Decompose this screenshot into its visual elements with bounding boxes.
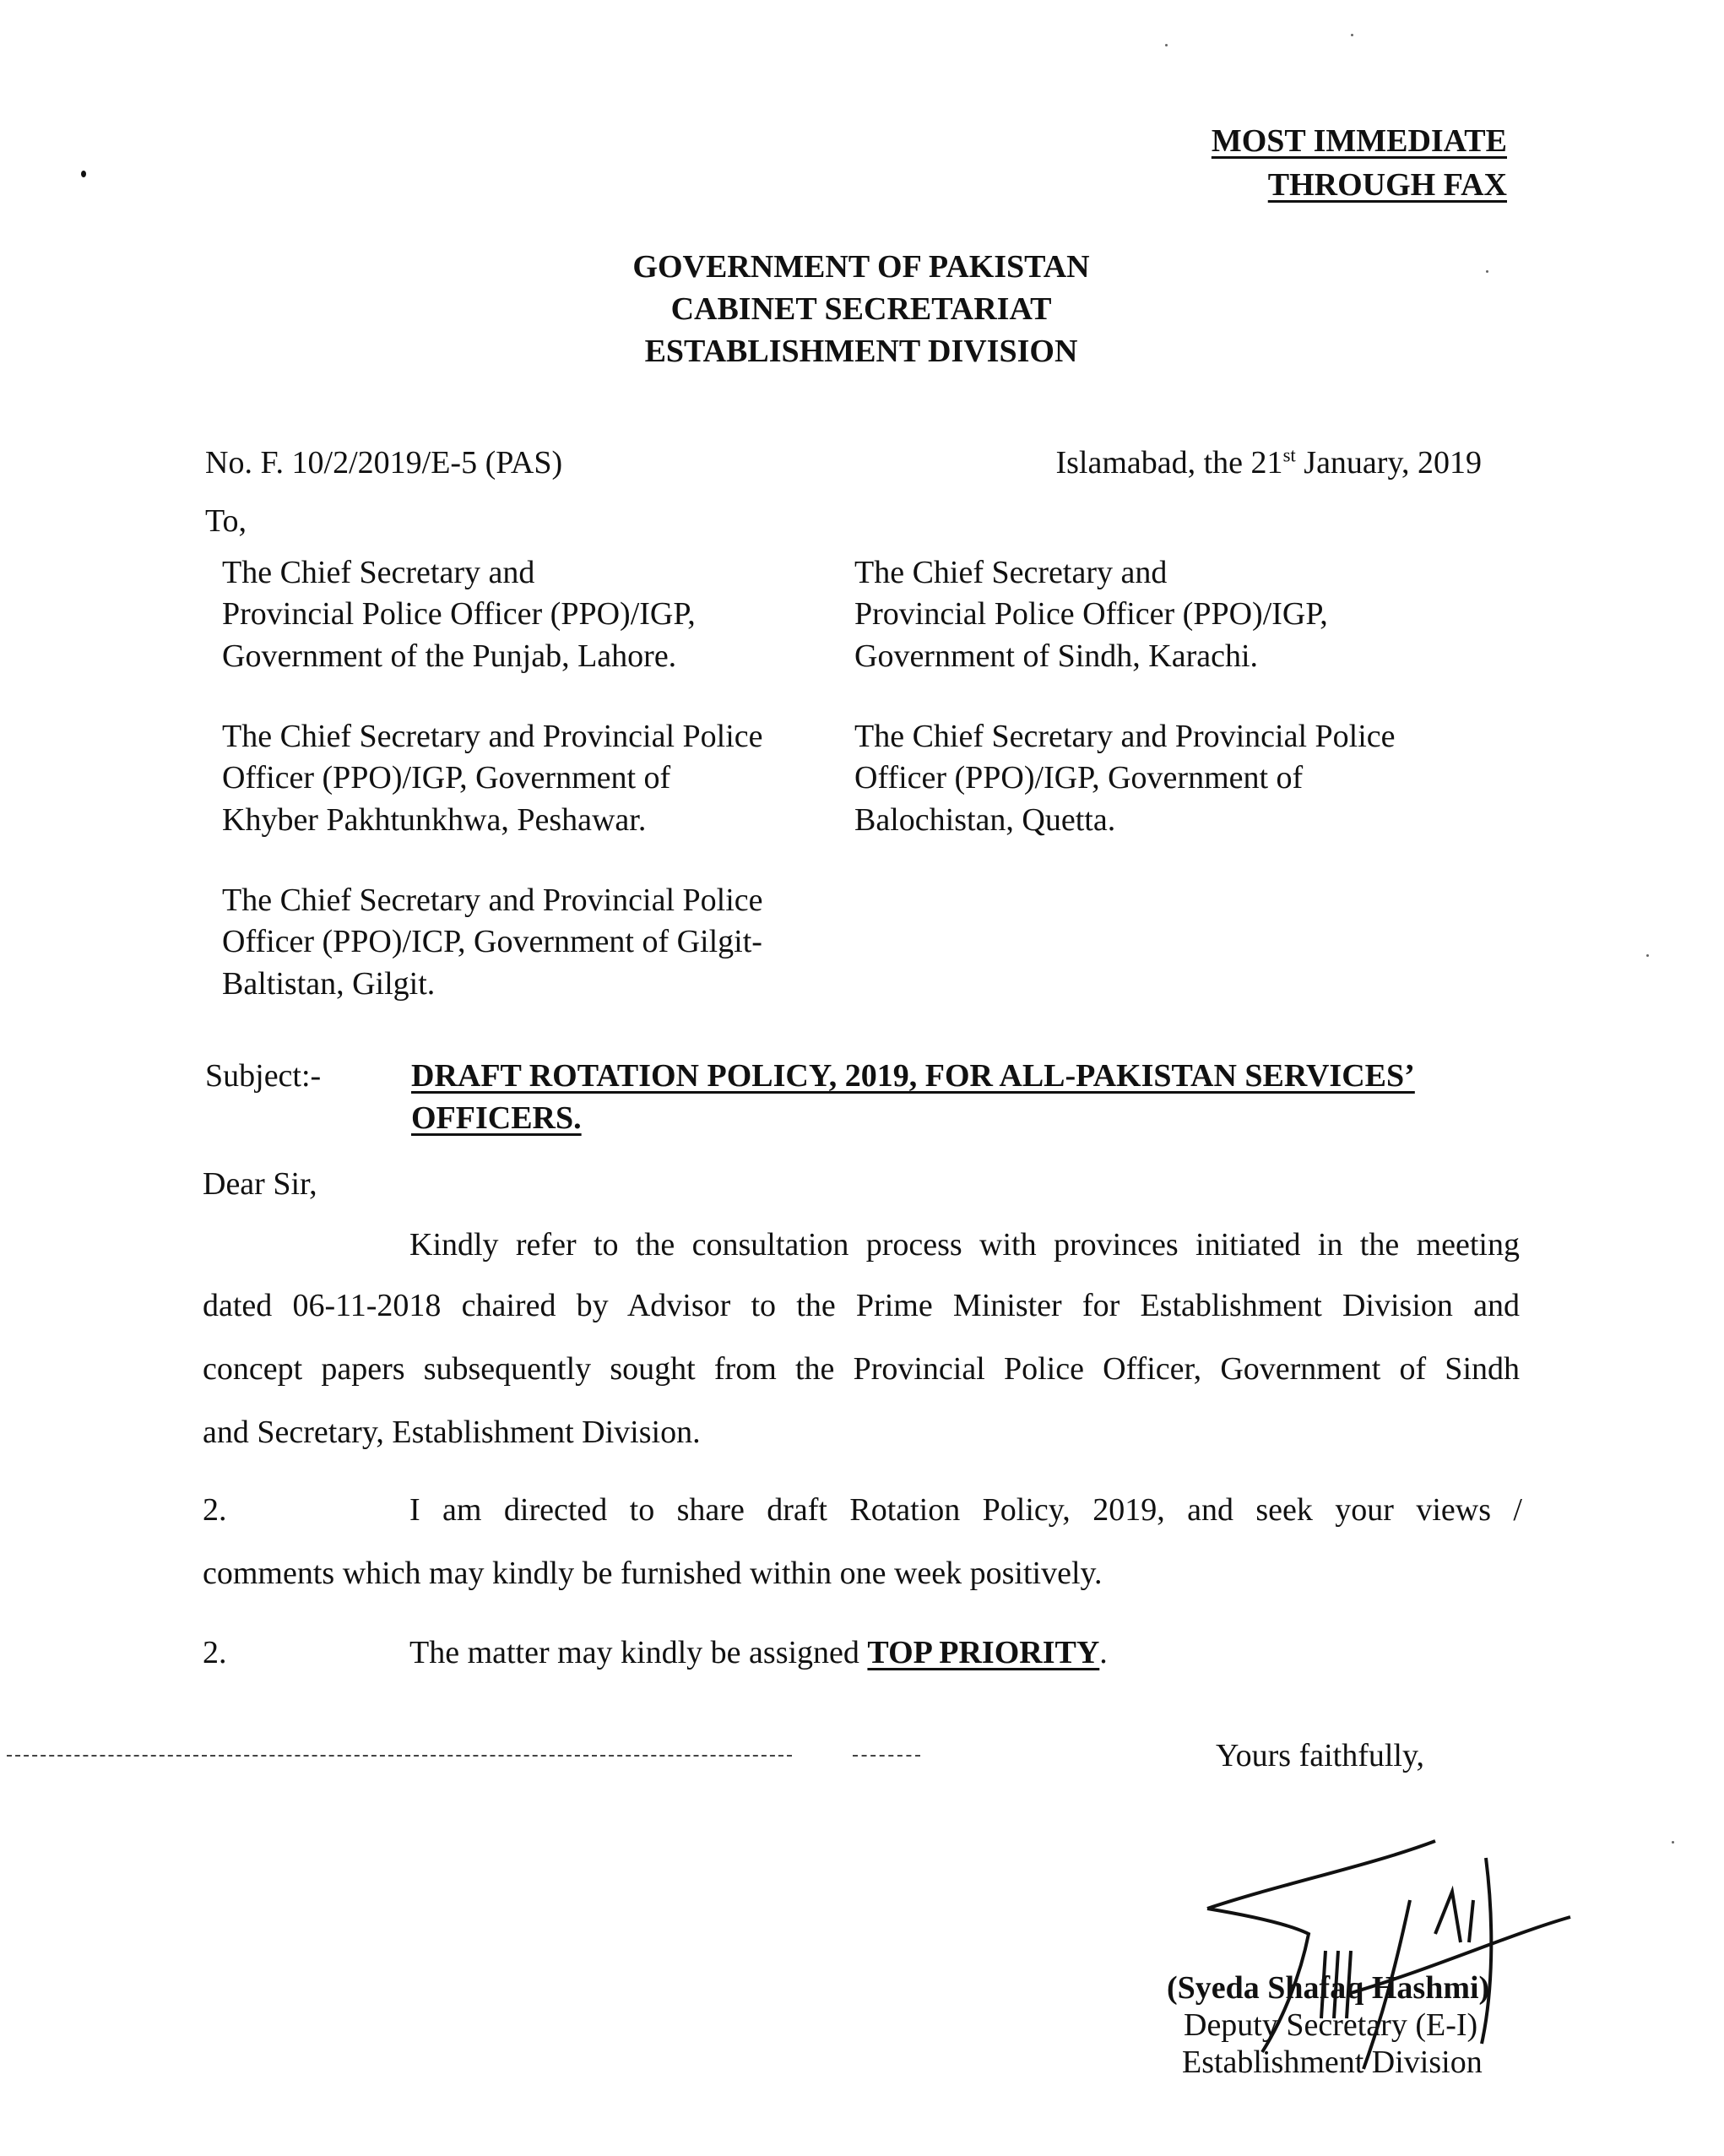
scan-speck xyxy=(1672,1841,1674,1844)
para1-line-4: and Secretary, Establishment Division. xyxy=(203,1415,701,1450)
subject-line-2: OFFICERS. xyxy=(411,1100,582,1136)
header-division: ESTABLISHMENT DIVISION xyxy=(644,334,1078,369)
subject-label: Subject:- xyxy=(205,1058,322,1094)
scan-speck xyxy=(1646,954,1649,957)
scan-dashed-line xyxy=(853,1755,920,1757)
scan-speck xyxy=(1165,44,1168,46)
addressee-kp: The Chief Secretary and Provincial Police Officer (PPO)/IGP, Government of Khyber Pakhtunkhwa, Peshawar. xyxy=(222,719,763,838)
para2-line-1: I am directed to share draft Rotation Policy, 2019, and seek your views / xyxy=(409,1492,1522,1528)
header-government: GOVERNMENT OF PAKISTAN xyxy=(632,249,1090,285)
priority-line-1: MOST IMMEDIATE xyxy=(1211,123,1507,159)
subject-line-1: DRAFT ROTATION POLICY, 2019, FOR ALL-PAKISTAN SERVICES’ xyxy=(411,1058,1415,1094)
addressee-sindh: The Chief Secretary and Provincial Police Officer (PPO)/IGP, Government of Sindh, Karachi. xyxy=(854,555,1328,674)
para2-line-2: comments which may kindly be furnished within one week positively. xyxy=(203,1556,1103,1591)
addressee-gilgit-baltistan: The Chief Secretary and Provincial Police Officer (PPO)/ICP, Government of Gilgit- Baltistan, Gilgit. xyxy=(222,882,763,1002)
top-priority-emphasis: TOP PRIORITY xyxy=(867,1635,1100,1670)
scan-dashed-line xyxy=(7,1755,792,1757)
greeting: Dear Sir, xyxy=(203,1166,317,1202)
letter-date: Islamabad, the 21st January, 2019 xyxy=(1055,444,1482,481)
para2-number: 2. xyxy=(203,1492,227,1528)
para1-line-3: concept papers subsequently sought from the Provincial Police Officer, Government of Sindh xyxy=(203,1351,1520,1387)
para3-number: 2. xyxy=(203,1635,227,1670)
addressee-punjab: The Chief Secretary and Provincial Police Officer (PPO)/IGP, Government of the Punjab, Lahore. xyxy=(222,555,696,674)
to-label: To, xyxy=(205,503,247,539)
priority-line-2: THROUGH FAX xyxy=(1267,167,1507,203)
file-number: No. F. 10/2/2019/E-5 (PAS) xyxy=(205,445,563,481)
header-cabinet: CABINET SECRETARIAT xyxy=(670,291,1052,327)
scan-speck xyxy=(1486,270,1488,273)
para3-text: The matter may kindly be assigned TOP PRIORITY. xyxy=(409,1635,1108,1670)
signatory-name: (Syeda Shafaq Hashmi) xyxy=(1167,1970,1490,2006)
para1-line-2: dated 06-11-2018 chaired by Advisor to the Prime Minister for Establishment Division and xyxy=(203,1288,1520,1323)
signatory-office: Establishment Division xyxy=(1182,2045,1483,2080)
scan-speck xyxy=(1351,34,1353,36)
para1-line-1: Kindly refer to the consultation process with provinces initiated in the meeting xyxy=(409,1227,1520,1263)
addressee-balochistan: The Chief Secretary and Provincial Police Officer (PPO)/IGP, Government of Balochistan, Quetta. xyxy=(854,719,1396,838)
closing: Yours faithfully, xyxy=(1216,1738,1425,1773)
signatory-title: Deputy Secretary (E-I) xyxy=(1184,2007,1478,2043)
scan-speck xyxy=(81,171,86,177)
